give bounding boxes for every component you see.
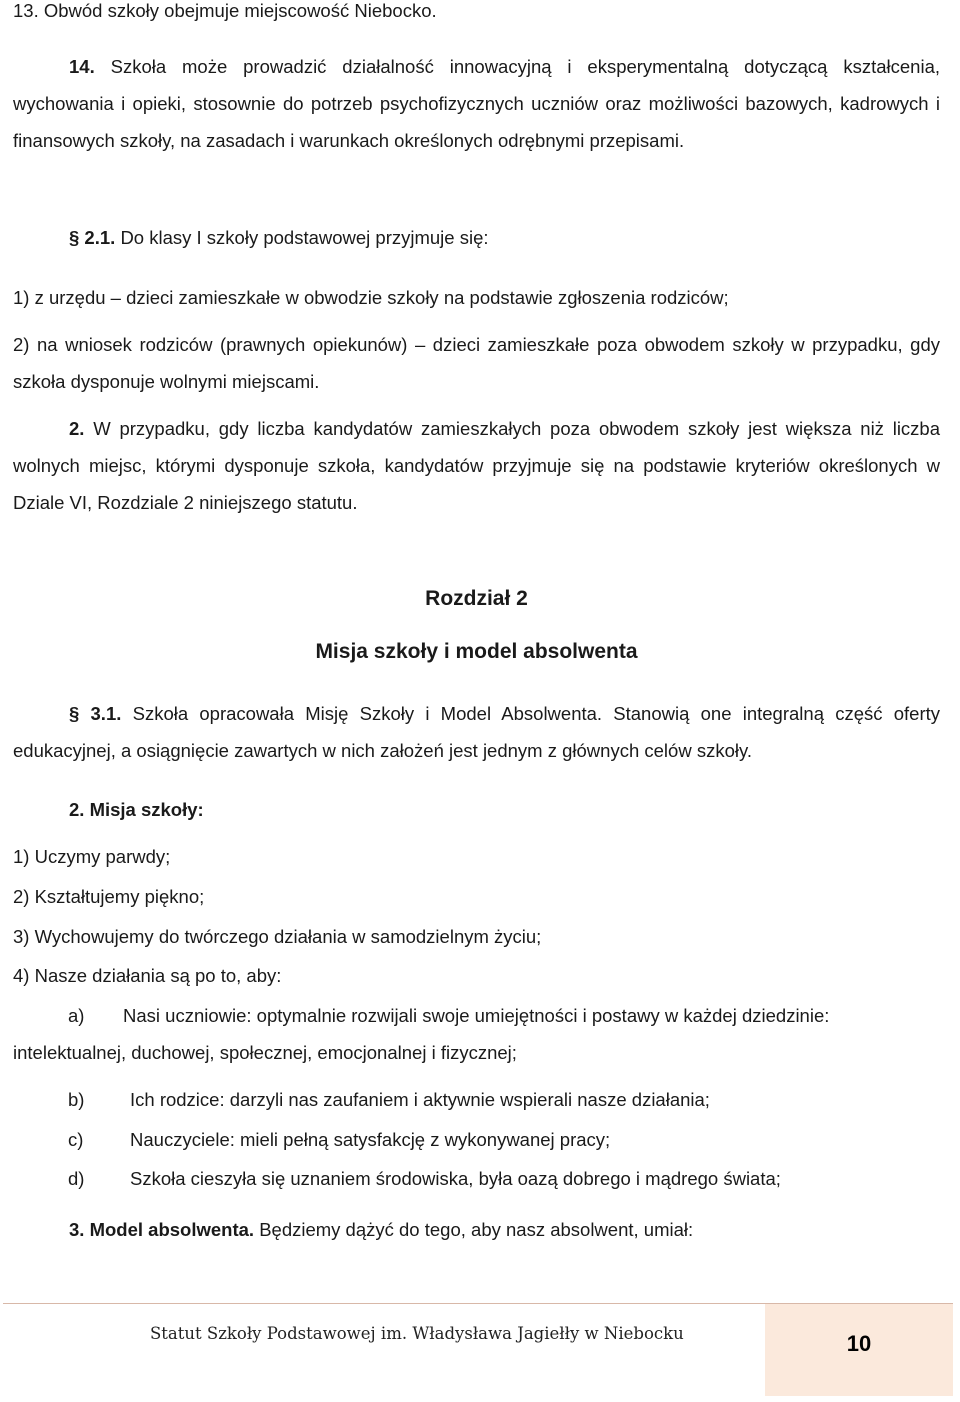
sub-item-b-text: Ich rodzice: darzyli nas zaufaniem i aktywnie wspierali nasze działania; [130,1089,710,1110]
sub-item-a-continuation: intelektualnej, duchowej, społecznej, emocjonalnej i fizycznej; [13,1042,517,1063]
chapter-subtitle: Misja szkoły i model absolwenta [315,640,638,663]
section-3-paragraph-1-text: Szkoła opracowała Misję Szkoły i Model Absolwenta. Stanowią one integralną część oferty edukacyjnej, a osiągnięcie zawartych w nich założeń jest jednym z głównych celów szkoły. [13,703,940,761]
sub-item-a-text: Nasi uczniowie: optymalnie rozwijali swoje umiejętności i postawy w każdej dziedzinie: [123,1005,830,1026]
paragraph-14-text: Szkoła może prowadzić działalność innowacyjną i eksperymentalną dotyczącą kształcenia, wychowania i opieki, stosownie do potrzeb psychofizycznych uczniów oraz możliwości bazowych, kadrowych i finansowych szkoły, na zasadach i warunkach określonych odrębnymi przepisami. [13,56,941,151]
graduate-model-paragraph [13,1211,940,1248]
mission-item-2: 2) Kształtujemy piękno; [13,886,205,907]
section-2-item-1: 1) z urzędu – dzieci zamieszkałe w obwodzie szkoły na podstawie zgłoszenia rodziców; [13,287,729,308]
sub-item-d-label: d) [68,1168,85,1189]
sub-item-c-text: Nauczyciele: mieli pełną satysfakcję z wykonywanej pracy; [130,1129,611,1150]
section-2-paragraph-1 [13,219,940,256]
graduate-model-text: Będziemy dążyć do tego, aby nasz absolwent, umiał: [259,1219,694,1240]
sub-item-c-label: c) [68,1129,84,1150]
mission-item-4: 4) Nasze działania są po to, aby: [13,965,282,986]
paragraph-14-number: 14. [69,56,95,77]
paragraph-13: 13. Obwód szkoły obejmuje miejscowość Niebocko. [13,0,437,21]
sub-item-d-text: Szkoła cieszyła się uznaniem środowiska, była oazą dobrego i mądrego świata; [130,1168,781,1189]
section-2-paragraph-2-text: W przypadku, gdy liczba kandydatów zamieszkałych poza obwodem szkoły jest większa niż liczba wolnych miejsc, którymi dysponuje szkoła, kandydatów przyjmuje się na podstawie kryteriów określonych w Dziale VI, Rozdziale 2 niniejszego statutu. [13,418,941,513]
sub-item-b-label: b) [68,1089,85,1110]
section-2-paragraph-1-text: Do klasy I szkoły podstawowej przyjmuje się: [120,227,489,248]
chapter-title: Rozdział 2 [425,587,528,610]
footer-title: Statut Szkoły Podstawowej im. Władysława Jagiełły w Niebocku [150,1324,684,1343]
graduate-model-heading: 3. Model absolwenta. [69,1219,255,1240]
mission-item-1: 1) Uczymy parwdy; [13,846,171,867]
mission-heading: 2. Misja szkoły: [69,799,204,820]
section-2-number: § 2.1. [69,227,116,248]
mission-item-3: 3) Wychowujemy do twórczego działania w samodzielnym życiu; [13,926,542,947]
section-3-paragraph-1 [13,695,940,769]
section-2-paragraph-2-number: 2. [69,418,85,439]
section-3-number: § 3.1. [69,703,122,724]
footer-page-number: 10 [846,1331,872,1356]
section-2-paragraph-2 [13,410,940,521]
sub-item-a-label: a) [68,1005,85,1026]
section-2-item-2: 2) na wniosek rodziców (prawnych opiekunów) – dzieci zamieszkałe poza obwodem szkoły w przypadku, gdy szkoła dysponuje wolnymi miejscami. [13,334,940,392]
paragraph-14 [13,48,940,159]
